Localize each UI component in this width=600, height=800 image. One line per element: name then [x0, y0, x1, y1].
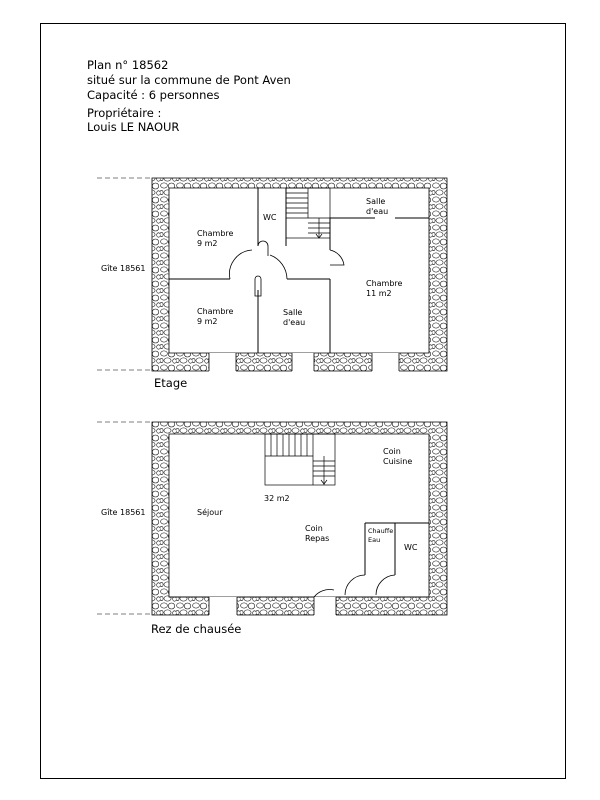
- upper-floor-plan: [97, 178, 447, 372]
- door-arcs: [229, 241, 344, 296]
- room-salle-deau-top: Salle: [366, 197, 386, 206]
- gite-label-ground: Gîte 18561: [101, 508, 146, 517]
- room-chauffe-eau: Chauffe: [368, 527, 394, 535]
- room-chambre-2-area: 9 m2: [197, 317, 218, 326]
- room-chambre-3: Chambre: [366, 279, 403, 288]
- stone-wall: [152, 178, 447, 371]
- room-salle-deau-bottom-2: d'eau: [283, 318, 306, 327]
- door-arcs: [345, 575, 395, 595]
- level-title-rdc: Rez de chausée: [151, 622, 242, 636]
- staircase-ground: [265, 434, 335, 485]
- room-chauffe-eau-2: Eau: [368, 536, 381, 544]
- room-chambre-1-area: 9 m2: [197, 239, 218, 248]
- door-opening: [314, 597, 336, 616]
- plan-number: Plan n° 18562: [87, 58, 169, 72]
- window-opening: [292, 353, 314, 372]
- room-salle-deau-bottom: Salle: [283, 308, 303, 317]
- room-chambre-3-area: 11 m2: [366, 289, 392, 298]
- gite-label-upper: Gîte 18561: [101, 264, 146, 273]
- room-coin-repas-2: Repas: [305, 534, 330, 543]
- owner-label: Propriétaire :: [87, 106, 162, 120]
- window-opening: [372, 353, 399, 372]
- stone-wall: [152, 422, 447, 615]
- entrance-door-arc: [314, 590, 334, 597]
- capacity: Capacité : 6 personnes: [87, 88, 220, 102]
- staircase-upper: [286, 188, 330, 238]
- location: situé sur la commune de Pont Aven: [87, 73, 291, 87]
- room-chambre-2: Chambre: [197, 307, 234, 316]
- area-label: 32 m2: [264, 494, 290, 503]
- room-sejour: Séjour: [197, 508, 223, 517]
- level-title-etage: Etage: [154, 376, 188, 390]
- room-coin-cuisine: Coin: [383, 447, 401, 456]
- room-salle-deau-top-2: d'eau: [366, 207, 389, 216]
- room-wc-upper: WC: [263, 213, 277, 222]
- room-coin-cuisine-2: Cuisine: [383, 457, 413, 466]
- room-wc-ground: WC: [404, 543, 418, 552]
- window-opening: [209, 597, 237, 616]
- room-chambre-1: Chambre: [197, 229, 234, 238]
- room-coin-repas: Coin: [305, 524, 323, 533]
- window-opening: [209, 353, 236, 372]
- owner-name: Louis LE NAOUR: [87, 120, 180, 134]
